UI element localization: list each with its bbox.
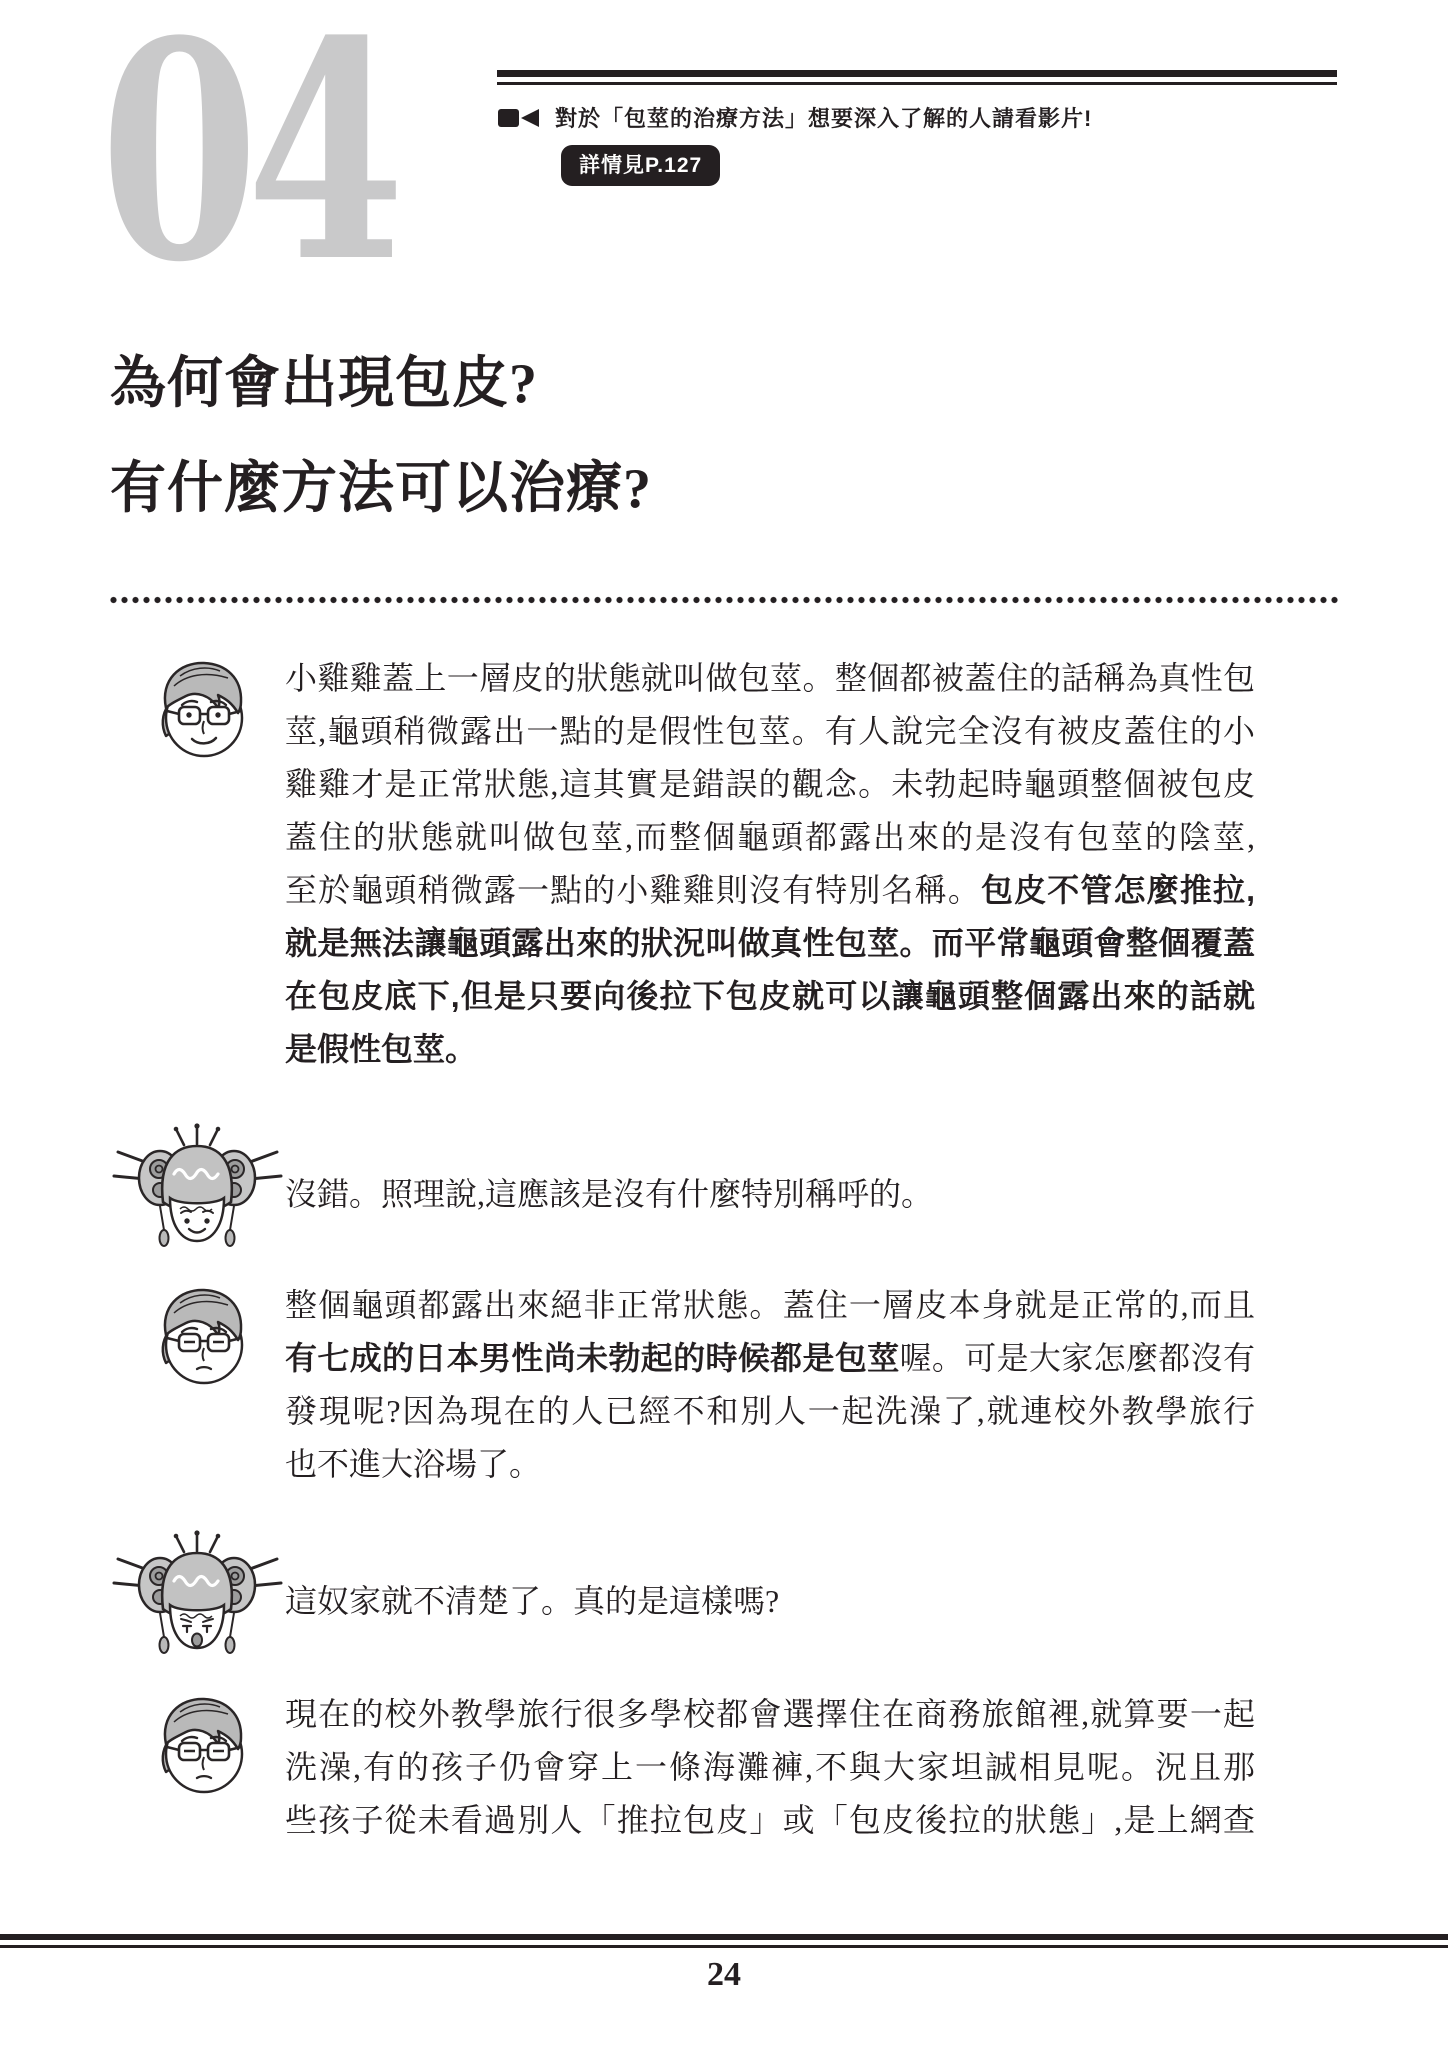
dialogue-line [285, 652, 1255, 705]
dialogue-segment: 發現呢?因為現在的人已經不和別人一起洗澡了,就連校外教學旅行 [285, 1393, 1255, 1429]
dialogue-line [285, 758, 1255, 811]
dialogue-segment: 洗澡,有的孩子仍會穿上一條海灘褲,不與大家坦誠相見呢。況且那 [285, 1749, 1255, 1785]
dialogue-segment: 蓋住的狀態就叫做包莖,而整個龜頭都露出來的是沒有包莖的陰莖, [285, 819, 1255, 855]
chapter-title-line1: 為何會出現包皮? [110, 353, 538, 415]
dialogue-segment: 至於龜頭稍微露一點的小雞雞則沒有特別名稱。 [285, 872, 981, 908]
doctor-avatar-icon [110, 1688, 285, 1807]
header-double-rule [497, 70, 1337, 85]
dialogue-segment-bold: 在包皮底下,但是只要向後拉下包皮就可以讓龜頭整個露出來的話就 [285, 978, 1255, 1014]
himiko-avatar-icon [110, 1529, 285, 1674]
dialogue-segment: 也不進大浴場了。 [285, 1446, 542, 1482]
dialogue-text [285, 652, 1255, 1076]
dialogue-line [285, 1794, 1255, 1847]
dialogue-segment-bold: 有七成的日本男性尚未勃起的時候都是包莖 [285, 1340, 900, 1376]
dialogue-segment: 些孩子從未看過別人「推拉包皮」或「包皮後拉的狀態」,是上網查 [285, 1802, 1255, 1838]
dialogue-line [285, 1279, 1255, 1332]
video-camera-icon [497, 105, 541, 131]
dialogue-line [285, 970, 1255, 1023]
dialogue-segment: 莖,龜頭稍微露出一點的是假性包莖。有人說完全沒有被皮蓋住的小 [285, 713, 1255, 749]
page-ref-badge: 詳情見P.127 [561, 145, 720, 186]
dialogue-line [285, 864, 1255, 917]
video-note-text: 對於「包莖的治療方法」想要深入了解的人請看影片! [555, 106, 1093, 131]
dialogue-segment: 這奴家就不清楚了。真的是這樣嗎? [285, 1583, 780, 1619]
chapter-title [110, 332, 652, 542]
dialogue-segment: 整個龜頭都露出來絕非正常狀態。蓋住一層皮本身就是正常的,而且 [285, 1287, 1255, 1323]
dialogue-text [285, 1575, 1255, 1628]
footer-double-rule [0, 1934, 1448, 1948]
dialogue-row [110, 1122, 1260, 1267]
dialogue-row [110, 652, 1260, 1076]
dialogue-text [285, 1688, 1255, 1847]
dialogue-line [285, 1168, 1255, 1221]
dialogue-line [285, 1023, 1255, 1076]
dialogue-line [285, 1385, 1255, 1438]
dialogue-line [285, 1741, 1255, 1794]
dialogue-segment: 現在的校外教學旅行很多學校都會選擇住在商務旅館裡,就算要一起 [285, 1696, 1255, 1732]
dialogue-line [285, 917, 1255, 970]
video-note-row [497, 102, 1337, 133]
dialogue [110, 652, 1260, 1847]
dotted-divider [110, 596, 1338, 604]
header [497, 70, 1337, 186]
dialogue-segment: 小雞雞蓋上一層皮的狀態就叫做包莖。整個都被蓋住的話稱為真性包 [285, 660, 1255, 696]
dialogue-line [285, 811, 1255, 864]
chapter-number: 04 [100, 0, 393, 328]
dialogue-text [285, 1168, 1255, 1221]
dialogue-text [285, 1279, 1255, 1491]
dialogue-line [285, 1438, 1255, 1491]
doctor-avatar-icon [110, 1279, 285, 1398]
dialogue-row [110, 1688, 1260, 1847]
chapter-title-line2: 有什麼方法可以治療? [110, 458, 652, 520]
doctor-avatar-icon [110, 652, 285, 771]
dialogue-segment-bold: 就是無法讓龜頭露出來的狀況叫做真性包莖。而平常龜頭會整個覆蓋 [285, 925, 1255, 961]
page-number: 24 [707, 1956, 741, 1993]
dialogue-segment: 沒錯。照理說,這應該是沒有什麼特別稱呼的。 [285, 1176, 934, 1212]
dialogue-segment-bold: 包皮不管怎麼推拉, [980, 872, 1255, 908]
dialogue-row [110, 1279, 1260, 1491]
dialogue-segment: 喔。可是大家怎麼都沒有 [899, 1340, 1255, 1376]
dialogue-line [285, 1332, 1255, 1385]
dialogue-segment-bold: 是假性包莖。 [285, 1031, 478, 1067]
dialogue-line [285, 705, 1255, 758]
dialogue-segment: 雞雞才是正常狀態,這其實是錯誤的觀念。未勃起時龜頭整個被包皮 [285, 766, 1255, 802]
dialogue-line [285, 1575, 1255, 1628]
himiko-avatar-icon [110, 1122, 285, 1267]
dialogue-line [285, 1688, 1255, 1741]
dialogue-row [110, 1529, 1260, 1674]
